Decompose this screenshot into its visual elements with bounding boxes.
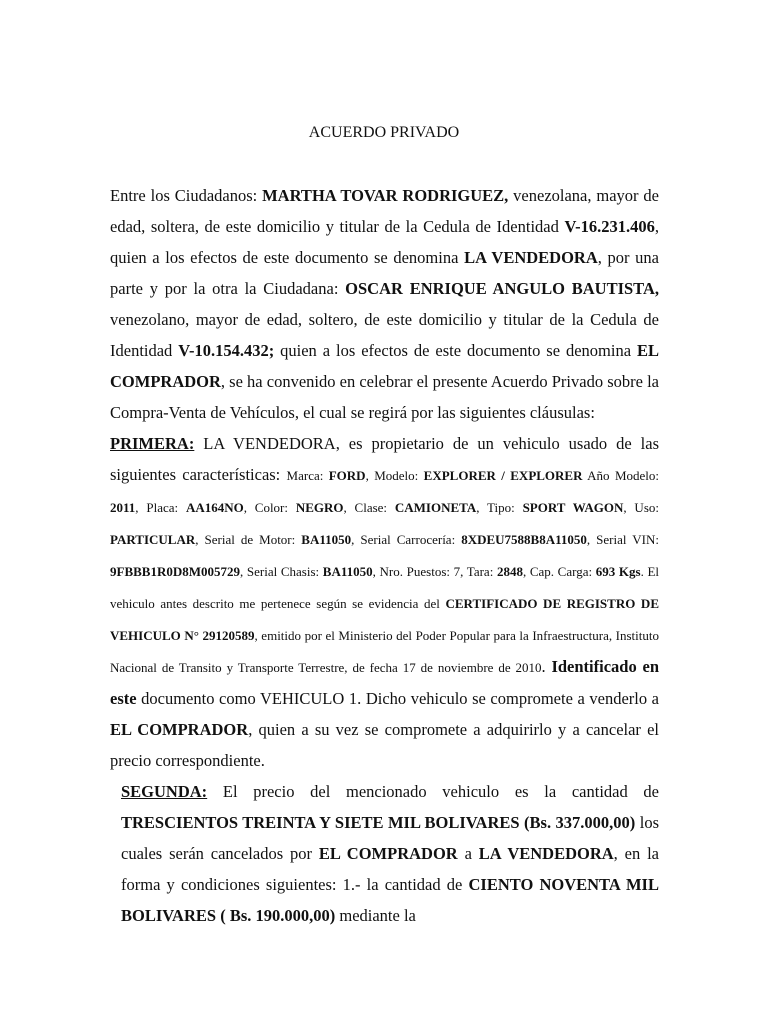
- text: , quien a los efectos de este documento se denomina: [110, 217, 659, 267]
- label: , Serial de Motor:: [195, 532, 302, 547]
- text: , por una parte y por la otra la Ciudadana:: [110, 248, 659, 298]
- buyer-role: EL COMPRADOR: [318, 844, 458, 863]
- text: Entre los Ciudadanos:: [110, 186, 263, 205]
- text: quien a los efectos de este documento se denomina: [274, 341, 637, 360]
- clause-heading: SEGUNDA:: [121, 782, 208, 801]
- vehicle-use: PARTICULAR: [110, 532, 196, 547]
- text: los cuales serán cancelados por: [121, 813, 659, 863]
- text: . El vehiculo antes descrito me pertenece según se evidencia del: [110, 564, 660, 611]
- first-payment-amount: CIENTO NOVENTA MIL BOLIVARES ( Bs. 190.000,00): [121, 875, 659, 925]
- identified-text: Identificado en este: [110, 657, 660, 708]
- vehicle-tare: 2848: [496, 564, 523, 579]
- chassis-serial: BA11050: [322, 564, 373, 579]
- text: El precio del mencionado vehiculo es la cantidad de: [207, 782, 659, 801]
- document-body: [110, 180, 659, 931]
- text: mediante la: [335, 906, 416, 925]
- text: documento como VEHICULO 1.: [136, 689, 366, 708]
- body-serial: 8XDEU7588B8A11050: [461, 532, 587, 547]
- text: a: [457, 844, 479, 863]
- text: Dicho vehiculo se compromete a venderlo a: [365, 689, 659, 708]
- text: , se ha convenido en celebrar el presente Acuerdo Privado sobre la Compra-Venta de Vehículos, el cual se regirá por las siguientes cláusulas:: [110, 372, 659, 422]
- seller-id: V-16.231.406: [564, 217, 655, 236]
- buyer-name: OSCAR ENRIQUE ANGULO BAUTISTA,: [345, 279, 659, 298]
- vehicle-brand: FORD: [328, 468, 366, 483]
- label: , Serial Chasis:: [240, 564, 323, 579]
- label: , Clase:: [343, 500, 395, 515]
- label: , Nro. Puestos: 7, Tara:: [372, 564, 497, 579]
- buyer-role: EL COMPRADOR: [110, 720, 249, 739]
- vehicle-color: NEGRO: [295, 500, 344, 515]
- vin-serial: 9FBBB1R0D8M005729: [110, 564, 240, 579]
- intro-paragraph: [110, 180, 659, 428]
- clause-heading: PRIMERA:: [110, 434, 195, 453]
- seller-role: LA VENDEDORA: [478, 844, 614, 863]
- label: Marca:: [286, 468, 329, 483]
- label: Año Modelo:: [582, 468, 659, 483]
- buyer-id: V-10.154.432;: [178, 341, 275, 360]
- clause-primera: [110, 428, 659, 776]
- price-amount: TRESCIENTOS TREINTA Y SIETE MIL BOLIVARES (Bs. 337.000,00): [121, 813, 636, 832]
- label: , Placa:: [135, 500, 186, 515]
- registration-certificate: CERTIFICADO DE REGISTRO DE VEHICULO N° 29120589: [110, 596, 659, 643]
- text: venezolano, mayor de edad, soltero, de este domicilio y titular de la Cedula de Identidad: [110, 310, 659, 360]
- text: , en la forma y condiciones siguientes: 1.- la cantidad de: [121, 844, 659, 894]
- vehicle-model: EXPLORER / EXPLORER: [423, 468, 583, 483]
- seller-name: MARTHA TOVAR RODRIGUEZ,: [262, 186, 509, 205]
- seller-role: LA VENDEDORA: [464, 248, 598, 267]
- label: , Color:: [243, 500, 296, 515]
- label: , Serial Carrocería:: [351, 532, 462, 547]
- label: , Serial VIN:: [586, 532, 659, 547]
- vehicle-year: 2011: [110, 500, 136, 515]
- clause-segunda: [110, 776, 659, 931]
- label: , Modelo:: [365, 468, 424, 483]
- label: , Tipo:: [476, 500, 523, 515]
- vehicle-type: SPORT WAGON: [522, 500, 624, 515]
- text: , quien a su vez se compromete a adquirirlo y a cancelar el precio correspondiente.: [110, 720, 660, 770]
- text: , emitido por el Ministerio del Poder Popular para la Infraestructura, Instituto Nacional de Transito y Transporte Terrestre, de fecha 17 de noviembre de 2010: [110, 628, 659, 675]
- text: LA VENDEDORA, es propietario de un vehiculo usado de las siguientes características:: [110, 434, 659, 484]
- engine-serial: BA11050: [301, 532, 352, 547]
- label: , Uso:: [623, 500, 659, 515]
- document-title: ACUERDO PRIVADO: [308, 124, 460, 141]
- vehicle-class: CAMIONETA: [394, 500, 477, 515]
- text: .: [541, 657, 552, 676]
- label: , Cap. Carga:: [522, 564, 596, 579]
- buyer-role: EL COMPRADOR: [110, 341, 660, 391]
- vehicle-capacity: 693 Kgs: [595, 564, 641, 579]
- vehicle-plate: AA164NO: [185, 500, 244, 515]
- text: venezolana, mayor de edad, soltera, de este domicilio y titular de la Cedula de Identidad: [110, 186, 659, 236]
